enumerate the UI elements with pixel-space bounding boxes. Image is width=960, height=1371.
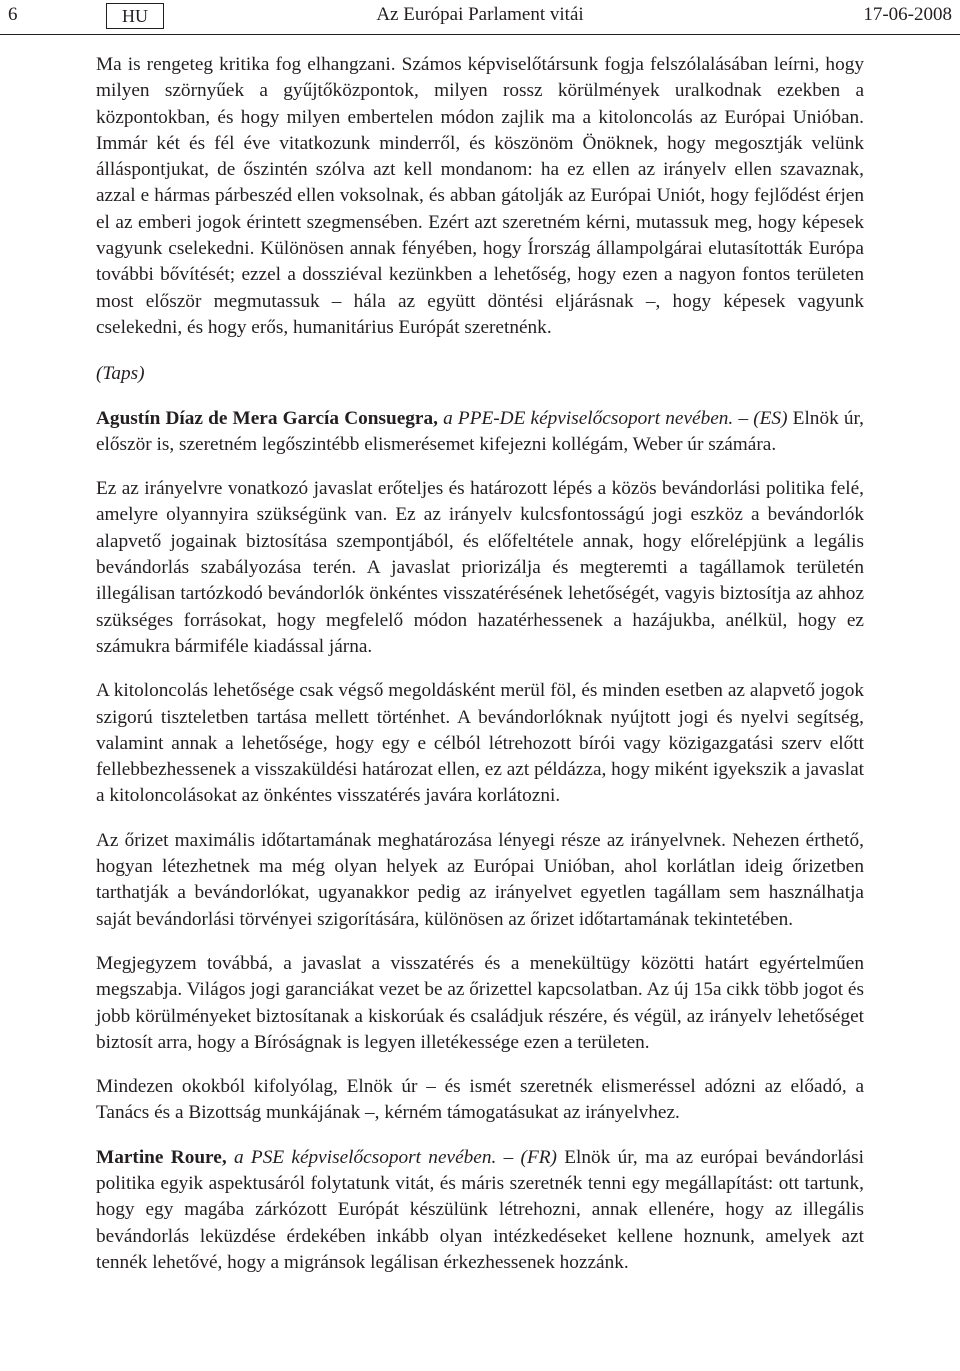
paragraph-3: A kitoloncolás lehetősége csak végső megoldásként merül föl, és minden esetben az alapvető jogok szigorú tiszteletben tartása mellett történhet. A bevándorlóknak nyújtott jogi és nyelvi segítség, valamint annak a lehetősége, hogy egy e célból létrehozott bírói vagy közigazgatási szerv előtt fellebbezhessenek a visszaküldési határozat ellen, ez azt példázza, hogy miként igyekszik a javaslat a kitoloncolásokat az önkéntes visszatérés javára korlátozni.: [96, 680, 864, 807]
speaker-1-text: Elnök úr, először is, szeretném legőszintébb elismerésemet kifejezni kollégám, Weber úr számára.: [96, 407, 864, 455]
paragraph-4: Az őrizet maximális időtartamának meghatározása lényegi része az irányelvnek. Nehezen érthető, hogyan létezhetnek ma még olyan helyek az Európai Unióban, ahol korlátlan ideig őrizetben tarthatják a bevándorlókat, ugyanakkor pedig az irányelvet egyetlen tagállam sem használhatja saját bevándorlási törvényei szigorítására, különösen az őrizet időtartamának tekintetében.: [96, 829, 864, 930]
paragraph-2: Ez az irányelvre vonatkozó javaslat erőteljes és határozott lépés a közös bevándorlási politika felé, amelyre olyannyira szükségünk van. Ez az irányelv kulcsfontosságú jogi eszköz a bevándorlók alapvető jogainak biztosítása szempontjából, és előfeltétele annak, hogy előrelépjünk a legális bevándorlás szabályozása terén. A javaslat priorizálja és megteremti a tagállamok területén illegálisan tartózkodó bevándorlók önkéntes visszatérésének lehetőségét, vagyis biztosítja az ahhoz szükséges forrásokat, hogy megfelelő módon hazatérhessenek a hazájukba, anélkül, hogy ez számukra bármiféle kiadással járna.: [96, 478, 864, 657]
page-header: [0, 0, 960, 35]
document-body: [96, 52, 864, 1294]
paragraph-5: Megjegyzem továbbá, a javaslat a visszatérés és a menekültügy közötti határt egyértelműen megszabja. Világos jogi garanciákat vezet be az őrizettel kapcsolatban. Az új 15a cikk több jogot és jobb körülményeket biztosítanak a kiskorúak és családjuk részére, és végül, az irányelv lehetőséget biztosít arra, hogy a Bíróságnak is legyen illetékessége ezen a területen.: [96, 952, 864, 1053]
speaker-1-name: Agustín Díaz de Mera García Consuegra,: [96, 407, 438, 429]
applause-text: (Taps): [96, 363, 145, 385]
speaker-1-paragraph: [96, 406, 864, 459]
page-number: 6: [8, 4, 18, 25]
speaker-2-role: a PSE képviselőcsoport nevében.: [233, 1146, 497, 1168]
paragraph-6: Mindezen okokból kifolyólag, Elnök úr – és ismét szeretnék elismeréssel adózni az előadó, a Tanács és a Bizottság munkájának –, kérném támogatásukat az irányelvhez.: [96, 1076, 864, 1124]
running-title: Az Európai Parlament vitái: [376, 4, 584, 25]
speaker-2-text: Elnök úr, ma az európai bevándorlási politika egyik aspektusáról folytatunk vitát, és máris szeretnék tenni egy megállapítást: ott tartunk, hogy egy magába zárkózott Európát készülünk létrehozni, annak ellenére, hogy az illegális bevándorlás leküzdése érdekében inkább olyan intézkedéseket kellene hoznunk, amelyek azt tennék lehetővé, hogy a migránsok legálisan érkezhessenek hozzánk.: [96, 1146, 864, 1273]
applause-note: [96, 361, 864, 387]
speaker-2-paragraph: [96, 1145, 864, 1276]
speaker-1-language: – (ES): [738, 407, 788, 429]
speaker-2-name: Martine Roure,: [96, 1146, 227, 1168]
header-date: 17-06-2008: [863, 4, 952, 25]
speaker-1-role: a PPE-DE képviselőcsoport nevében.: [443, 407, 734, 429]
paragraph-1: Ma is rengeteg kritika fog elhangzani. Számos képviselőtársunk fogja felszólalásában leírni, hogy milyen szörnyűek a gyűjtőközpontok, milyen rossz körülmények uralkodnak ezekben a központokban, és hogy milyen embertelen módon zajlik ma a kitoloncolás az Európai Unióban. Immár két és fél éve vitatkozunk minderről, és köszönöm Önöknek, hogy megosztják velünk álláspontjukat, de őszintén szólva azt kell mondanom: ha ez ellen az irányelv ellen szavaznak, azzal e hármas párbeszéd ellen voksolnak, és abban gátolják az Európai Uniót, hogy fejlődést érjen el az emberi jogok érintett szegmensében. Ezért azt szeretném kérni, mutassuk meg, hogy képesek vagyunk cselekedni. Különösen annak fényében, hogy Írország állampolgárai elutasították Európa további bővítését; ezzel a dossziéval kezünkben a lehetőség, hogy ezen a nagyon fontos területen most először megmutassuk – hála az együtt döntési eljárásnak –, hogy képesek vagyunk cselekedni, és hogy erős, humanitárius Európát szeretnénk.: [96, 54, 864, 338]
language-badge: HU: [106, 3, 164, 29]
speaker-2-language: – (FR): [503, 1146, 557, 1168]
